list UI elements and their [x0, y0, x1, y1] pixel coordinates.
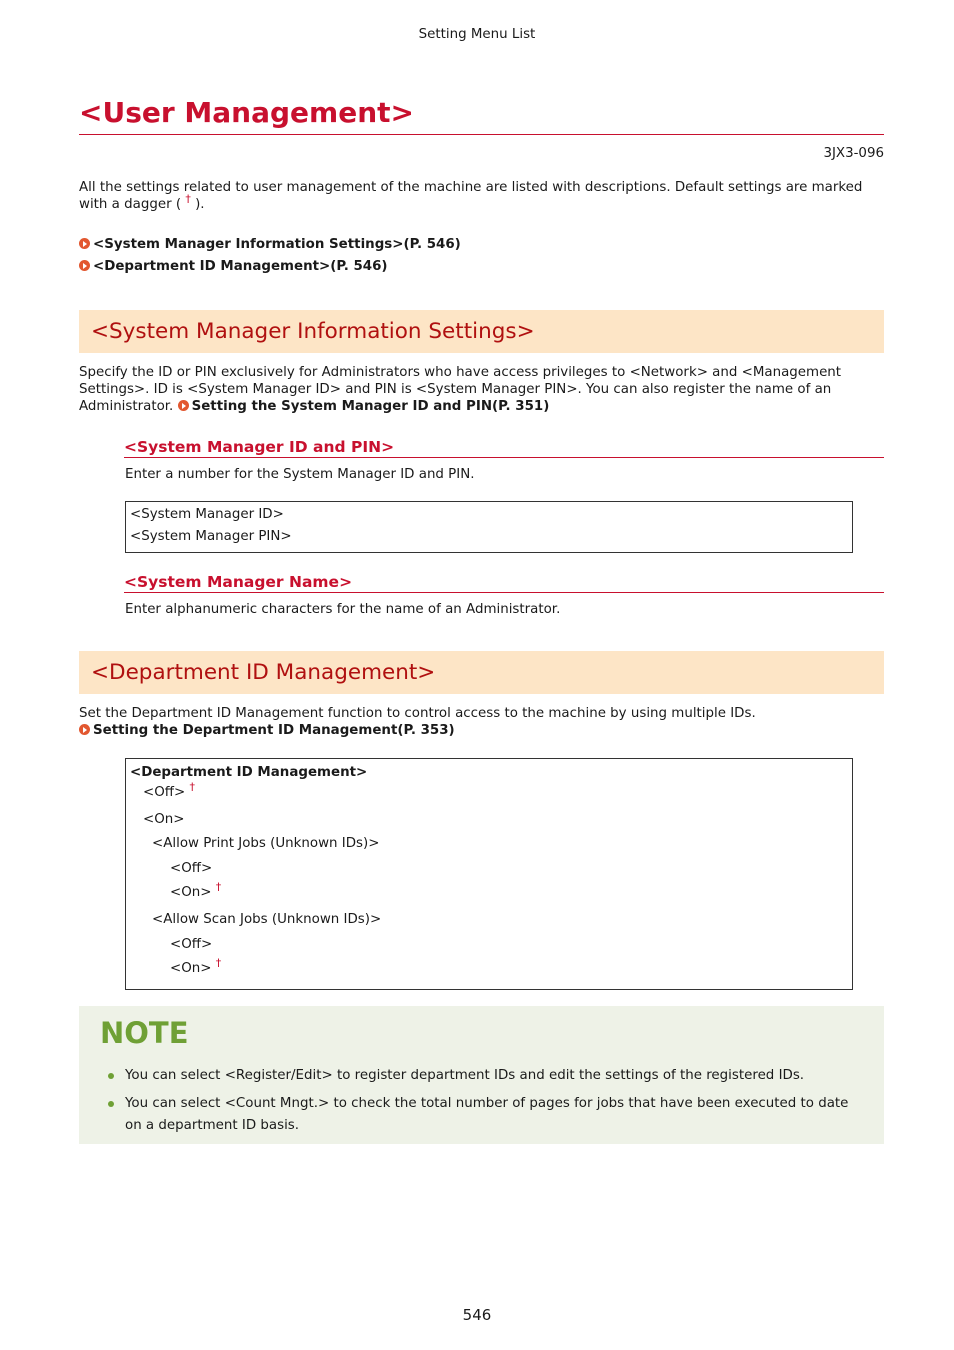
link-arrow-icon: [79, 238, 90, 249]
description-text: Set the Department ID Management function to control access to the machine by using multiple IDs.: [79, 706, 756, 721]
description-text: Specify the ID or PIN exclusively for Administrators who have access privileges to <Network> and <Management Settings>. ID is <System Manager ID> and PIN is <System Manager PIN>. You can also register the name of an Administrator.: [79, 365, 842, 414]
note-list: [106, 1065, 866, 1143]
page-number: 546: [462, 1306, 492, 1324]
document-code: 3JX3-096: [823, 146, 884, 161]
tree-option: <Off>: [170, 861, 213, 876]
link-arrow-icon: [79, 724, 90, 735]
tree-option: <Off>: [170, 937, 213, 952]
tree-option: [170, 956, 222, 977]
section-description: [79, 364, 884, 415]
page-title: <User Management>: [79, 94, 884, 135]
option-item: <System Manager ID>: [130, 507, 284, 522]
reference-link-label[interactable]: Setting the System Manager ID and PIN(P. 351): [191, 399, 550, 414]
option-label: <On>: [170, 961, 212, 976]
reference-link[interactable]: [79, 723, 455, 738]
toc-link-label[interactable]: <System Manager Information Settings>(P. 546): [93, 237, 461, 252]
tree-option: [170, 880, 222, 901]
note-title: NOTE: [100, 1016, 189, 1050]
reference-link[interactable]: [178, 399, 550, 414]
link-arrow-icon: [178, 400, 189, 411]
subheading-text: Enter alphanumeric characters for the name of an Administrator.: [125, 602, 561, 617]
link-arrow-icon: [79, 260, 90, 271]
reference-link-label[interactable]: Setting the Department ID Management(P. 353): [93, 723, 455, 738]
option-label: <On>: [170, 885, 212, 900]
option-item: <System Manager PIN>: [130, 529, 292, 544]
tree-suboption: <Allow Print Jobs (Unknown IDs)>: [152, 836, 380, 851]
dagger-mark: †: [215, 956, 222, 970]
section-heading-department-id: <Department ID Management>: [79, 651, 884, 694]
tree-suboption: <Allow Scan Jobs (Unknown IDs)>: [152, 912, 382, 927]
option-label: <Off>: [143, 785, 186, 800]
intro-text-end: ).: [190, 197, 205, 212]
subheading-text: Enter a number for the System Manager ID and PIN.: [125, 467, 475, 482]
tree-option: [143, 780, 195, 801]
settings-tree-box: [125, 758, 853, 990]
subheading-system-manager-name: <System Manager Name>: [124, 572, 884, 593]
options-box: [125, 501, 853, 553]
section-heading-system-manager: <System Manager Information Settings>: [79, 310, 884, 353]
toc-link-system-manager[interactable]: [79, 236, 461, 253]
tree-option: <On>: [143, 812, 185, 827]
note-box: [79, 1006, 884, 1144]
subheading-system-manager-id-pin: <System Manager ID and PIN>: [124, 437, 884, 458]
note-item: You can select <Register/Edit> to register department IDs and edit the settings of the registered IDs.: [106, 1065, 866, 1087]
running-header: Setting Menu List: [418, 27, 536, 42]
intro-paragraph: [79, 179, 879, 213]
dagger-mark: †: [185, 192, 191, 206]
toc-link-label[interactable]: <Department ID Management>(P. 546): [93, 259, 388, 274]
section-description: [79, 705, 884, 739]
toc-link-department-id[interactable]: [79, 258, 388, 275]
tree-root: <Department ID Management>: [130, 765, 368, 780]
intro-text: All the settings related to user management of the machine are listed with descriptions. Default settings are marked with a dagger (: [79, 180, 863, 212]
dagger-mark: †: [215, 880, 222, 894]
note-item: You can select <Count Mngt.> to check the total number of pages for jobs that have been executed to date on a department ID basis.: [106, 1093, 866, 1137]
dagger-mark: †: [189, 780, 195, 794]
